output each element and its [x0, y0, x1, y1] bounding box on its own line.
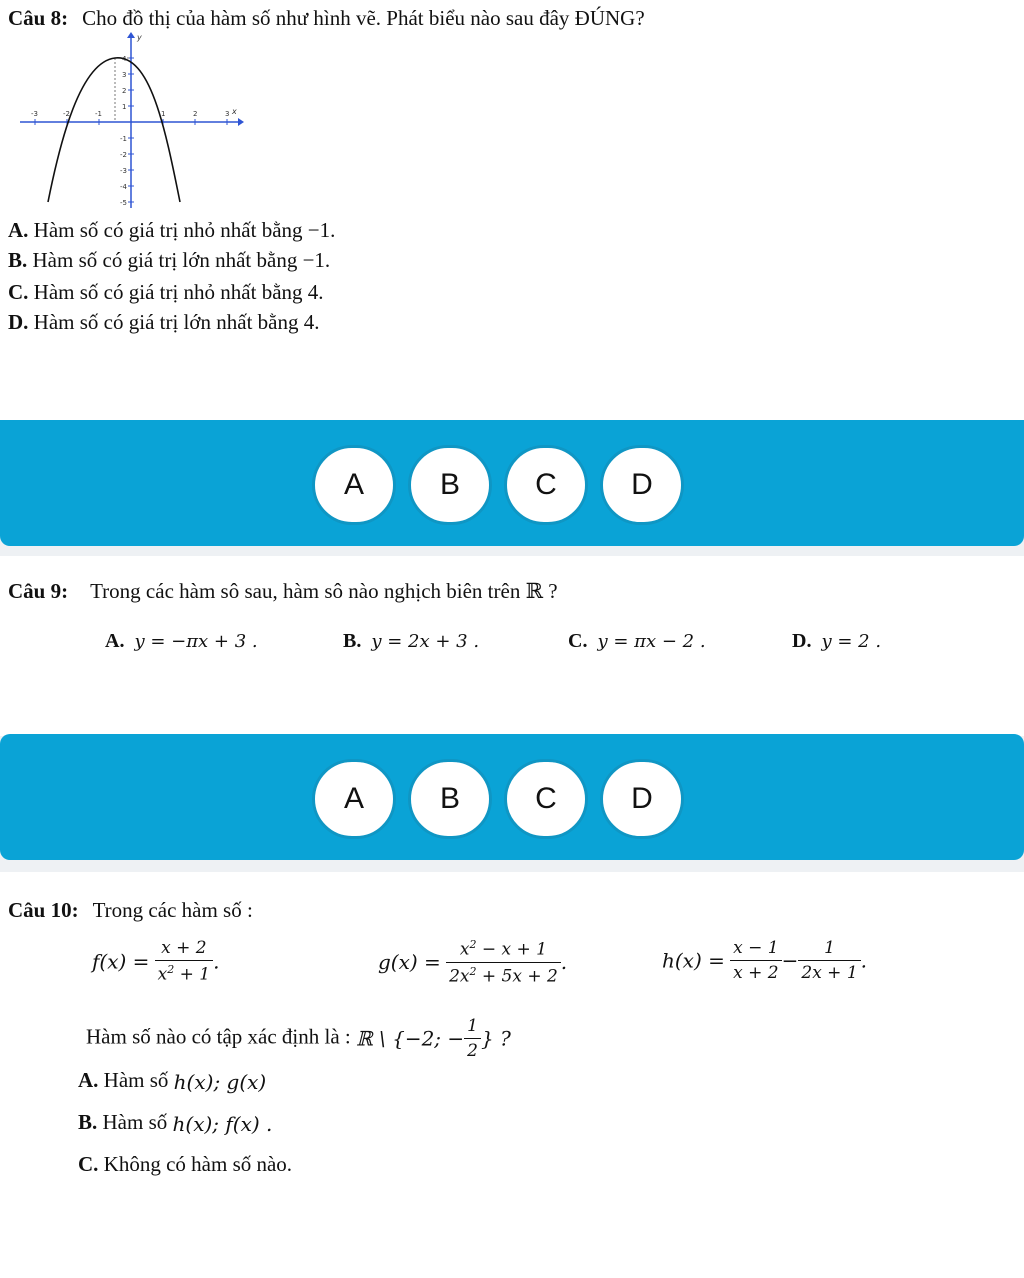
parabola-curve: [48, 58, 180, 202]
q10-option-a: A. Hàm số h(x); g(x): [78, 1068, 267, 1095]
question-10-number: Câu 10:: [8, 898, 79, 922]
q10-option-b: B. Hàm số h(x); f(x) .: [78, 1110, 273, 1137]
y-tick-label: -4: [120, 183, 127, 191]
question-9-number: Câu 9:: [8, 579, 69, 603]
question-10-title: [8, 898, 253, 923]
fraction: $\frac{x + 2}{x^2 + 1}$: [155, 938, 213, 985]
x-tick-label: 2: [193, 110, 198, 118]
answer-d-button[interactable]: D: [600, 759, 684, 839]
answer-c-button[interactable]: C: [504, 759, 588, 839]
answer-c-button[interactable]: C: [504, 445, 588, 525]
function-graph: [20, 32, 245, 210]
x-axis-label: x: [232, 107, 237, 116]
y-axis-label: y: [137, 33, 142, 42]
answer-a-button[interactable]: A: [312, 759, 396, 839]
x-tick-label: 1: [161, 110, 166, 118]
function-h: h(x) = $\frac{x - 1}{x + 2}$ − $\frac{1}{2x + 1}$ .: [662, 938, 868, 983]
q8-option-d: D. Hàm số có giá trị lớn nhất bằng 4.: [8, 310, 320, 334]
y-tick-label: -3: [120, 167, 127, 175]
question-8-number: Câu 8:: [8, 6, 69, 30]
q9-option-b: B. y = 2x + 3 .: [343, 630, 480, 652]
x-tick-label: -2: [63, 110, 70, 118]
answer-a-button[interactable]: A: [312, 445, 396, 525]
answer-bar-q8: [0, 420, 1024, 546]
y-tick-label: 1: [122, 103, 127, 111]
question-8-card: [0, 0, 1024, 420]
q8-option-a: A. Hàm số có giá trị nhỏ nhất bằng −1.: [8, 218, 336, 242]
function-f: f(x) = $\frac{x + 2}{x^2 + 1}$ .: [92, 938, 220, 985]
x-tick-label: 3: [225, 110, 230, 118]
answer-bar-q9: [0, 734, 1024, 860]
y-tick-label: -1: [120, 135, 127, 143]
q9-option-c: C. y = πx − 2 .: [568, 630, 706, 652]
x-tick-label: -3: [31, 110, 38, 118]
answer-b-button[interactable]: B: [408, 445, 492, 525]
x-tick-label: -1: [95, 110, 102, 118]
y-tick-label: -2: [120, 151, 127, 159]
answer-d-button[interactable]: D: [600, 445, 684, 525]
question-8-text: Cho đồ thị của hàm số như hình vẽ. Phát biểu nào sau đây ĐÚNG?: [82, 6, 645, 30]
q8-option-b: B. Hàm số có giá trị lớn nhất bằng −1.: [8, 248, 331, 272]
y-tick-label: 3: [122, 71, 127, 79]
q9-option-d: D. y = 2 .: [792, 630, 882, 652]
q10-option-c: C. Không có hàm số nào.: [78, 1152, 293, 1176]
fraction: $\frac{x^2 - x + 1}{2x^2 + 5x + 2}$: [446, 938, 561, 986]
question-9-text: Trong các hàm sô sau, hàm sô nào nghịch biên trên ℝ ?: [90, 579, 558, 603]
y-tick-label: 2: [122, 87, 127, 95]
q9-option-a: A. y = −πx + 3 .: [105, 630, 258, 652]
question-9-title: [8, 579, 558, 604]
fraction: $\frac{x - 1}{x + 2}$: [730, 938, 781, 983]
y-tick-label: 4: [122, 55, 127, 63]
question-10-text: Trong các hàm số :: [92, 898, 253, 922]
fraction: $\frac{1}{2}$: [464, 1016, 481, 1061]
q8-option-c: C. Hàm số có giá trị nhỏ nhất bằng 4.: [8, 280, 324, 304]
y-tick-label: -5: [120, 199, 127, 207]
answer-b-button[interactable]: B: [408, 759, 492, 839]
q10-domain-question: Hàm số nào có tập xác định là : ℝ \ {−2; − $\frac{1}{2}$ } ?: [86, 1016, 511, 1061]
fraction: $\frac{1}{2x + 1}$: [798, 938, 860, 983]
question-8-title: [8, 6, 645, 31]
function-g: g(x) = $\frac{x^2 - x + 1}{2x^2 + 5x + 2}$ .: [378, 938, 568, 987]
